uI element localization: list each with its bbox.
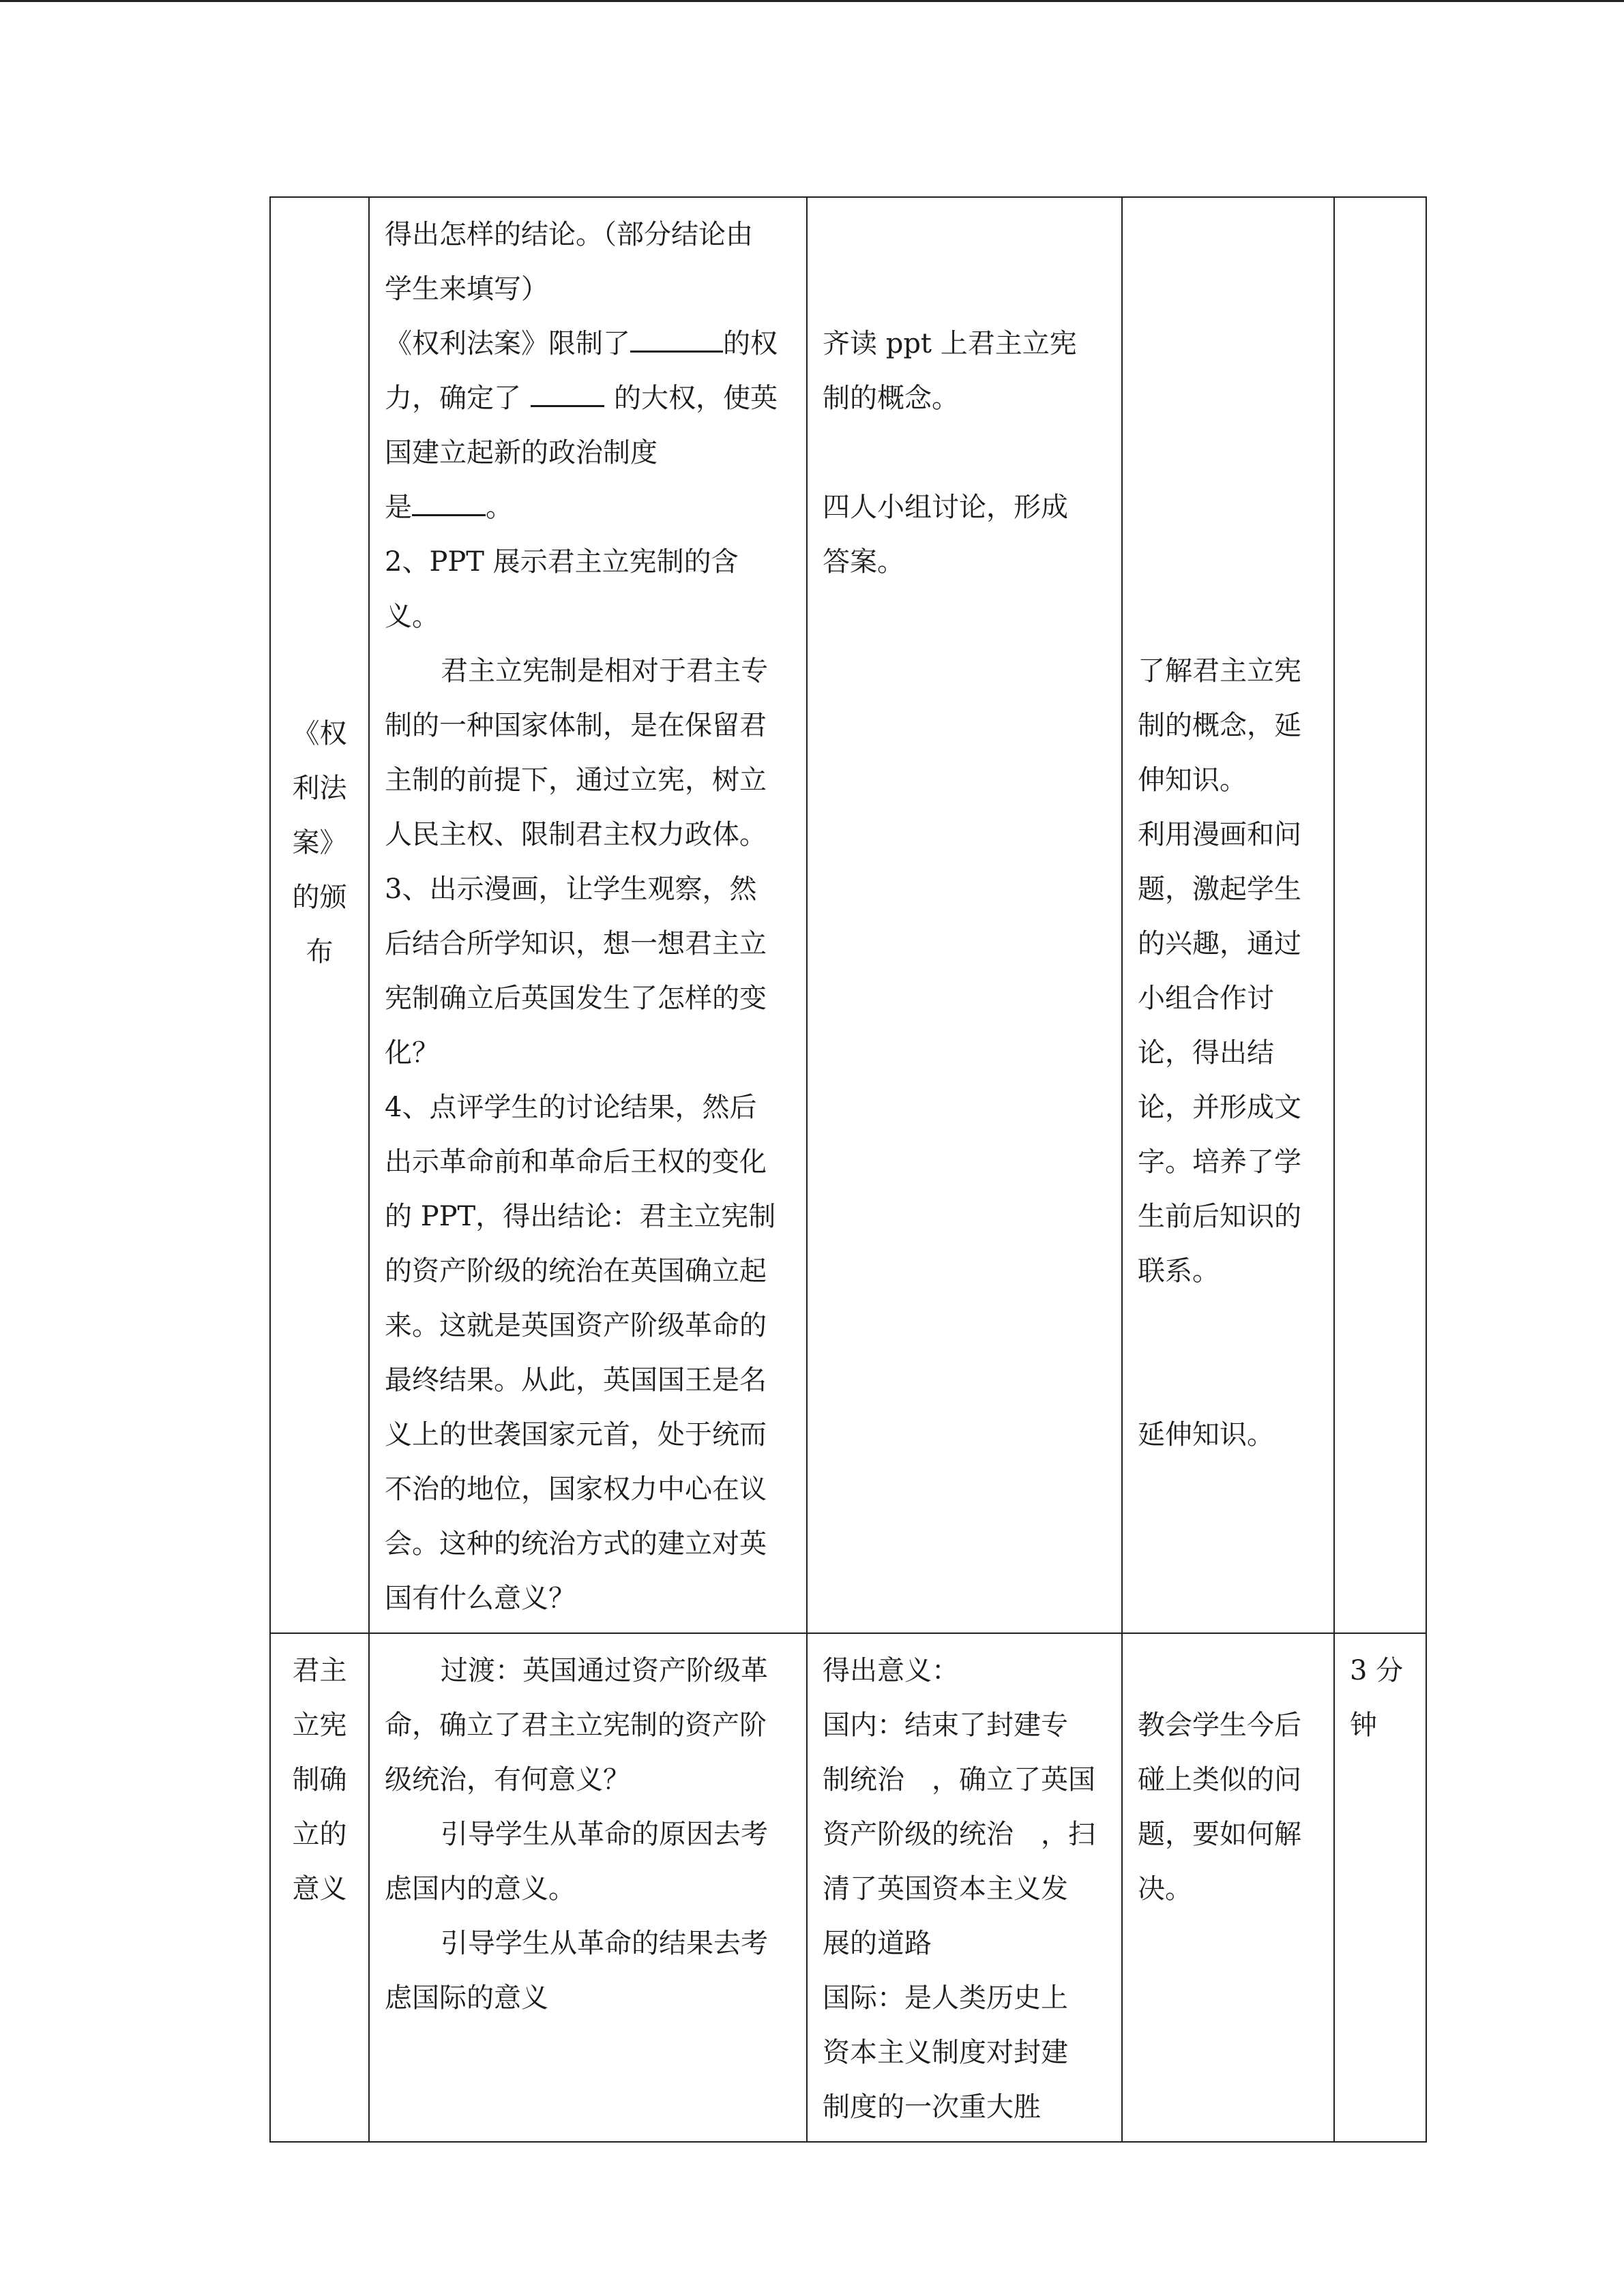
time-cell (1334, 197, 1426, 1633)
stage-text-line: 案》 (292, 827, 347, 859)
stage-text-line: 制确 (292, 1764, 347, 1795)
question-text: 的权 (723, 328, 778, 359)
question-text: 。 (486, 492, 513, 523)
student-text-line: 资本主义制度对封建 (823, 2037, 1068, 2068)
intent-text-line: 延伸知识。 (1138, 1419, 1274, 1450)
teacher-text-line: 出示革命前和革命后王权的变化 (385, 1146, 767, 1178)
teacher-text-line: 义上的世袭国家元首，处于统而 (385, 1419, 767, 1450)
teacher-text-line: 最终结果。从此，英国国王是名 (385, 1365, 767, 1396)
teacher-activity-cell (369, 1633, 807, 2142)
page-top-border (0, 0, 1624, 2)
student-text-line: 答案。 (823, 546, 904, 578)
student-text-line: 国内：结束了封建专 (823, 1710, 1068, 1741)
stage-cell-significance (270, 1633, 369, 2142)
intent-text-line: 碰上类似的问 (1138, 1764, 1301, 1795)
stage-text-line: 立的 (292, 1819, 347, 1850)
stage-text-line: 《权 (292, 718, 347, 749)
teacher-text-line: 会。这种的统治方式的建立对英 (385, 1528, 767, 1560)
teacher-text-line: 宪制确立后英国发生了怎样的变 (385, 983, 767, 1014)
student-text-line: 制统治 ，确立了英国 (823, 1764, 1095, 1795)
intent-text-line: 论，得出结 (1138, 1037, 1274, 1069)
fill-in-question-line (385, 371, 791, 426)
intent-text-line: 生前后知识的 (1138, 1201, 1301, 1232)
intent-text-line: 制的概念，延 (1138, 710, 1301, 741)
answer-blank (531, 371, 604, 407)
intent-text-line: 题，要如何解 (1138, 1819, 1301, 1850)
stage-text-line: 立宪 (292, 1710, 347, 1741)
teacher-text-line: 国有什么意义？ (385, 1583, 576, 1614)
teacher-text-line: 2、PPT 展示君主立宪制的含 (385, 546, 739, 578)
spacer (1138, 1298, 1318, 1353)
teacher-text-line: 不治的地位，国家权力中心在议 (385, 1474, 767, 1505)
table-row-significance (270, 1633, 1426, 2142)
question-text: 是 (385, 492, 412, 523)
time-cell (1334, 1633, 1426, 2142)
intent-text-line: 小组合作讨 (1138, 983, 1274, 1014)
student-activity-cell (807, 197, 1122, 1633)
teacher-text-line: 化？ (385, 1037, 439, 1069)
spacer (823, 426, 1106, 480)
table-row-bill-of-rights (270, 197, 1426, 1633)
time-text-line: 钟 (1350, 1710, 1377, 1741)
intent-text-line: 伸知识。 (1138, 764, 1247, 796)
question-text: 力，确定了 (385, 383, 521, 414)
teacher-text-line: 虑国际的意义 (385, 1982, 548, 2014)
student-text-line: 制的概念。 (823, 383, 959, 414)
teacher-text-line: 国建立起新的政治制度 (385, 437, 658, 468)
intent-text-line: 论，并形成文 (1138, 1092, 1301, 1123)
student-text-line: 资产阶级的统治 ，扫 (823, 1819, 1095, 1850)
lesson-plan-table (269, 196, 1427, 2143)
stage-text-line: 意义 (292, 1873, 347, 1905)
intent-text-line: 利用漫画和问 (1138, 819, 1301, 850)
intent-text-line: 的兴趣，通过 (1138, 928, 1301, 959)
student-text-line: 齐读 ppt 上君主立宪 (823, 328, 1077, 359)
teacher-text-line: 引导学生从革命的结果去考 (441, 1928, 768, 1959)
teacher-text-line: 义。 (385, 601, 439, 632)
teacher-text-line: 4、点评学生的讨论结果，然后 (385, 1092, 757, 1123)
design-intent-cell (1122, 197, 1334, 1633)
student-text-line: 四人小组讨论，形成 (823, 492, 1068, 523)
time-text-line: 3 分 (1350, 1655, 1404, 1686)
teacher-text-line: 命，确立了君主立宪制的资产阶 (385, 1710, 767, 1741)
student-text-line: 清了英国资本主义发 (823, 1873, 1068, 1905)
teacher-text-line: 引导学生从革命的原因去考 (441, 1819, 768, 1850)
student-text-line: 制度的一次重大胜 (823, 2091, 1041, 2123)
intent-text-line: 联系。 (1138, 1255, 1220, 1287)
stage-text-line: 的颁 (292, 882, 347, 913)
teacher-text-line: 的资产阶级的统治在英国确立起 (385, 1255, 767, 1287)
intent-text-line: 决。 (1138, 1873, 1192, 1905)
stage-text-line: 利法 (292, 773, 347, 804)
teacher-text-line: 3、出示漫画，让学生观察，然 (385, 874, 757, 905)
student-text-line: 展的道路 (823, 1928, 932, 1959)
teacher-text-line: 主制的前提下，通过立宪，树立 (385, 764, 767, 796)
teacher-text-line: 过渡：英国通过资产阶级革 (441, 1655, 768, 1686)
question-text: 《权利法案》限制了 (385, 328, 630, 359)
teacher-text-line: 后结合所学知识，想一想君主立 (385, 928, 767, 959)
fill-in-question-line (385, 480, 791, 535)
teacher-text-line: 学生来填写） (385, 273, 548, 305)
intent-text-line: 字。培养了学 (1138, 1146, 1301, 1178)
spacer (1138, 1353, 1318, 1407)
question-text: 的大权，使英 (614, 383, 778, 414)
student-activity-cell (807, 1633, 1122, 2142)
teacher-text-line: 的 PPT，得出结论：君主立宪制 (385, 1201, 776, 1232)
answer-blank (630, 316, 723, 353)
fill-in-question-line (385, 316, 791, 371)
teacher-activity-cell (369, 197, 807, 1633)
stage-text-line: 君主 (292, 1655, 347, 1686)
intent-text-line: 题，激起学生 (1138, 874, 1301, 905)
teacher-text-line: 级统治，有何意义？ (385, 1764, 630, 1795)
teacher-text-line: 得出怎样的结论。（部分结论由 (385, 219, 753, 250)
teacher-text-line: 制的一种国家体制，是在保留君 (385, 710, 767, 741)
student-text-line: 国际：是人类历史上 (823, 1982, 1068, 2014)
teacher-text-line: 人民主权、限制君主权力政体。 (385, 819, 767, 850)
student-text-line: 得出意义： (823, 1655, 959, 1686)
teacher-text-line: 来。这就是英国资产阶级革命的 (385, 1310, 767, 1341)
stage-text-line: 布 (306, 936, 334, 968)
stage-cell-bill-of-rights (270, 197, 369, 1633)
teacher-text-line: 虑国内的意义。 (385, 1873, 576, 1905)
teacher-text-line: 君主立宪制是相对于君主专 (441, 655, 768, 687)
answer-blank (412, 480, 486, 516)
design-intent-cell (1122, 1633, 1334, 2142)
intent-text-line: 了解君主立宪 (1138, 655, 1301, 687)
intent-text-line: 教会学生今后 (1138, 1710, 1301, 1741)
